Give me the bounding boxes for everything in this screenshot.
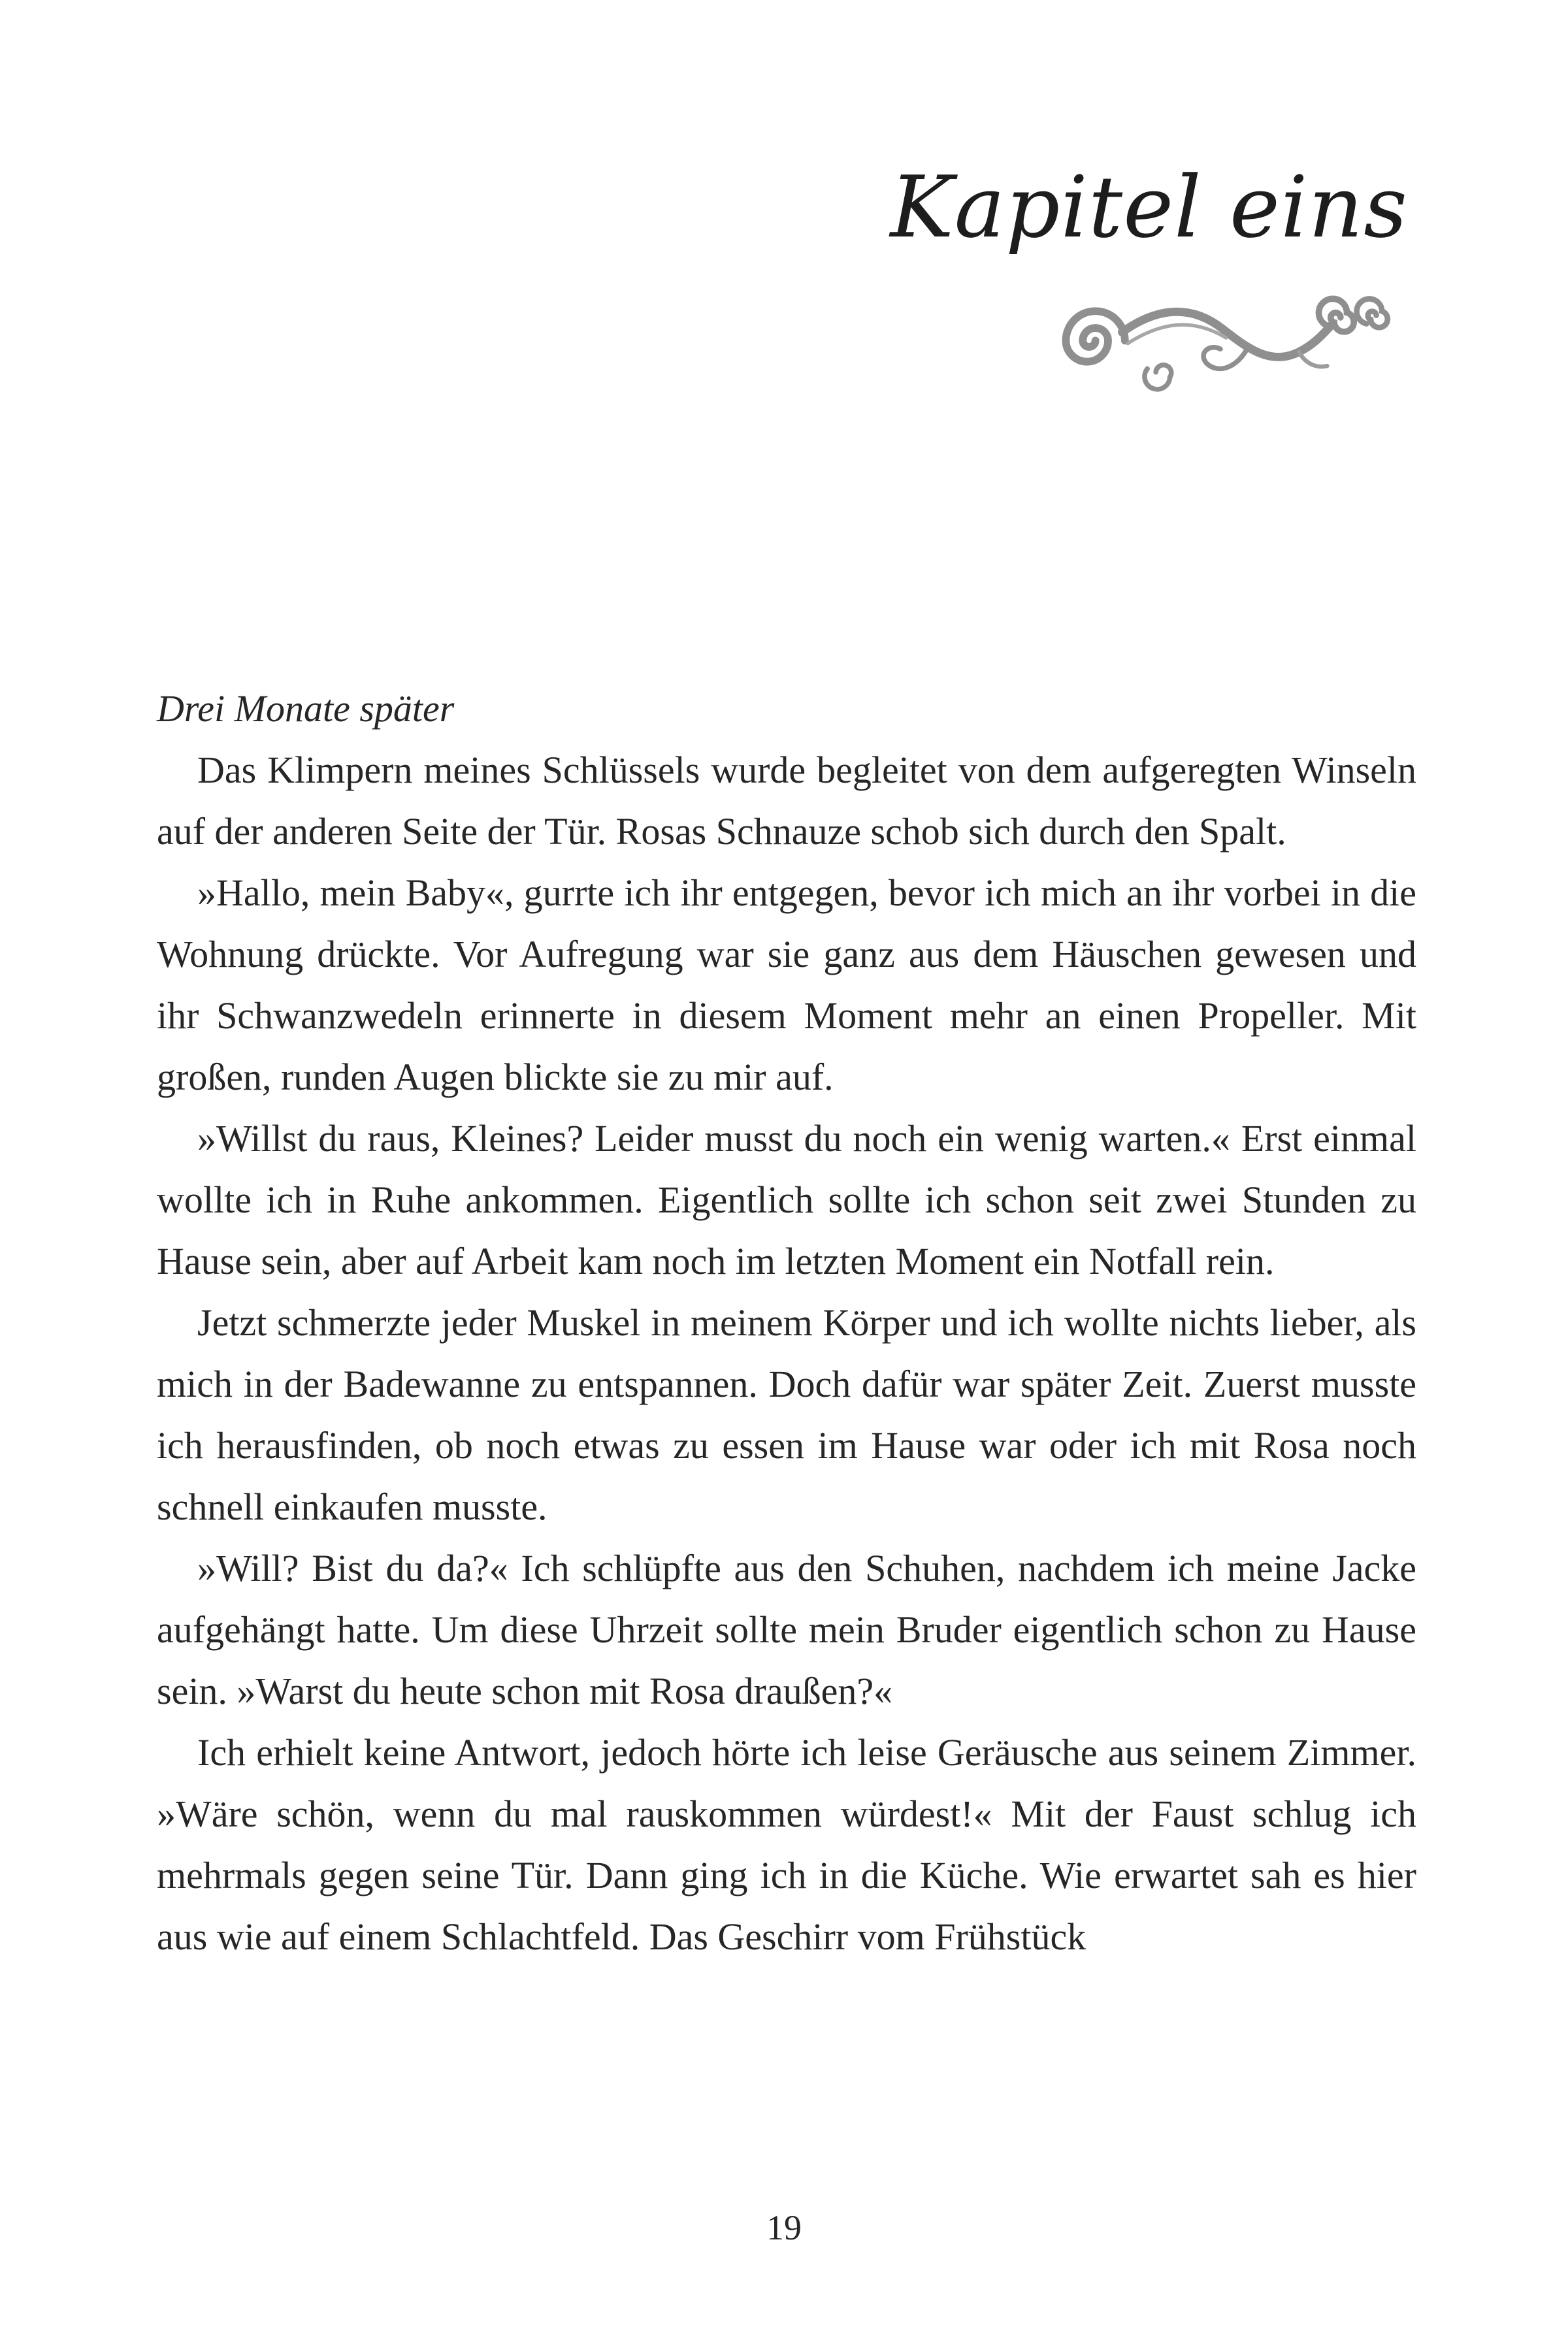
paragraph: »Will? Bist du da?« Ich schlüpfte aus den Schuhen, nachdem ich meine Jacke aufgehängt hatte. Um diese Uhrzeit sollte mein Bruder eigentlich schon zu Hause sein. »Warst du heute schon mit Rosa draußen?« [157,1547,1416,1712]
flourish-swirl-icon [1037,290,1403,402]
paragraph: »Willst du raus, Kleines? Leider musst du noch ein wenig warten.« Erst einmal wollte ich in Ruhe ankommen. Eigentlich sollte ich schon seit zwei Stunden zu Hause sein, aber auf Arbeit kam noch im letzten Moment ein Notfall rein. [157,1117,1416,1282]
paragraph-dateline: Drei Monate später [157,687,455,730]
body-text [157,678,1416,1968]
flourish-ornament [0,290,1403,405]
page-number: 19 [766,2208,802,2247]
paragraph: Jetzt schmerzte jeder Muskel in meinem Körper und ich wollte nichts lieber, als mich in der Badewanne zu entspannen. Doch dafür war später Zeit. Zuerst musste ich herausfinden, ob noch etwas zu essen im Hause war oder ich mit Rosa noch schnell einkaufen musste. [157,1301,1416,1528]
chapter-title: Kapitel eins [890,157,1408,257]
paragraph: Ich erhielt keine Antwort, jedoch hörte ich leise Geräusche aus seinem Zimmer. »Wäre schön, wenn du mal rauskommen würdest!« Mit der Faust schlug ich mehrmals gegen seine Tür. Dann ging ich in die Küche. Wie erwartet sah es hier aus wie auf einem Schlachtfeld. Das Geschirr vom Frühstück [157,1731,1416,1958]
paragraph: Das Klimpern meines Schlüssels wurde begleitet von dem aufgeregten Winseln auf der anderen Seite der Tür. Rosas Schnauze schob sich durch den Spalt. [157,749,1416,853]
paragraph: »Hallo, mein Baby«, gurrte ich ihr entgegen, bevor ich mich an ihr vorbei in die Wohnung drückte. Vor Aufregung war sie ganz aus dem Häuschen gewesen und ihr Schwanzwedeln erinnerte in diesem Moment mehr an einen Propeller. Mit großen, runden Augen blickte sie zu mir auf. [157,871,1416,1098]
